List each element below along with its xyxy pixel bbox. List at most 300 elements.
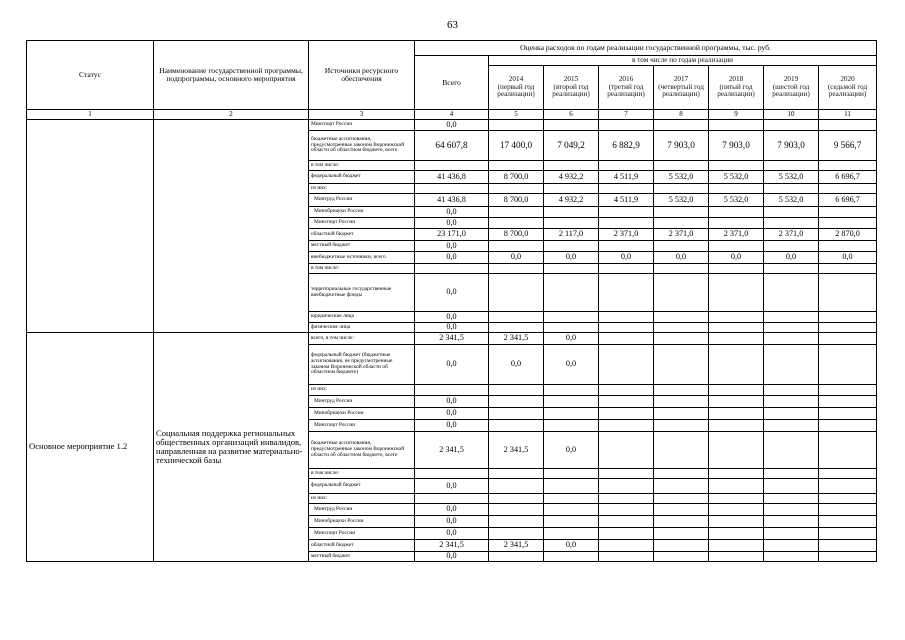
year-value-cell	[599, 207, 654, 218]
total-cell: 0,0	[415, 274, 489, 312]
year-value-cell	[489, 408, 544, 420]
header-year-2019	[764, 66, 819, 110]
source-cell: Минтруд России	[309, 396, 415, 408]
year-value-cell	[819, 408, 877, 420]
year-value-cell	[654, 528, 709, 540]
source-cell: Минспорт России	[309, 420, 415, 432]
year-value-cell	[654, 552, 709, 562]
year-value-cell	[764, 241, 819, 252]
source-cell: в том числе:	[309, 264, 415, 274]
year-value-cell	[764, 184, 819, 194]
year-value-cell	[764, 345, 819, 385]
year-value-cell	[709, 274, 764, 312]
total-cell: 64 607,8	[415, 131, 489, 161]
year-value-cell: 0,0	[544, 432, 599, 469]
header-year-label: (шестой год реализации)	[772, 82, 810, 99]
year-value-cell	[709, 184, 764, 194]
year-value-cell	[544, 207, 599, 218]
source-cell: всего, в том числе:	[309, 333, 415, 345]
year-value-cell	[654, 479, 709, 494]
year-value-cell	[489, 385, 544, 396]
source-cell: Минспорт России	[309, 528, 415, 540]
year-value-cell	[819, 218, 877, 229]
header-year-2017	[654, 66, 709, 110]
year-value-cell	[544, 528, 599, 540]
header-year-label: (первый год реализации)	[497, 82, 535, 99]
year-value-cell	[654, 323, 709, 333]
year-value-cell	[654, 241, 709, 252]
year-value-cell	[544, 385, 599, 396]
header-year-value: 2017	[673, 75, 689, 84]
source-cell: из них:	[309, 494, 415, 504]
year-value-cell	[489, 207, 544, 218]
program-name-cell: Социальная поддержка региональных общественных организаций инвалидов, направленная на развитие материально-технической базы	[154, 333, 309, 562]
year-value-cell: 2 371,0	[599, 229, 654, 241]
year-value-cell	[709, 552, 764, 562]
year-value-cell	[489, 264, 544, 274]
header-year-value: 2020	[840, 75, 855, 84]
total-cell: 0,0	[415, 252, 489, 264]
year-value-cell: 2 371,0	[764, 229, 819, 241]
year-value-cell: 2 341,5	[489, 333, 544, 345]
year-value-cell	[544, 494, 599, 504]
year-value-cell	[654, 516, 709, 528]
year-value-cell	[764, 274, 819, 312]
total-cell: 2 341,5	[415, 540, 489, 552]
total-cell: 0,0	[415, 312, 489, 323]
year-value-cell	[599, 540, 654, 552]
year-value-cell: 2 870,0	[819, 229, 877, 241]
year-value-cell	[599, 333, 654, 345]
year-value-cell	[544, 504, 599, 516]
year-value-cell: 4 511,9	[599, 194, 654, 207]
source-cell: территориальные государственные внебюджетные фонды	[309, 274, 415, 312]
year-value-cell	[819, 469, 877, 479]
year-value-cell	[819, 516, 877, 528]
header-year-value: 2019	[783, 75, 799, 84]
year-value-cell	[764, 333, 819, 345]
year-value-cell	[819, 432, 877, 469]
total-cell: 41 436,8	[415, 171, 489, 184]
year-value-cell	[489, 469, 544, 479]
year-value-cell	[764, 408, 819, 420]
year-value-cell: 0,0	[599, 252, 654, 264]
year-value-cell: 0,0	[819, 252, 877, 264]
header-year-value: 2016	[618, 75, 634, 84]
total-cell	[415, 161, 489, 171]
year-value-cell	[599, 312, 654, 323]
source-cell: Минтруд России	[309, 504, 415, 516]
year-value-cell	[709, 494, 764, 504]
year-value-cell	[599, 345, 654, 385]
year-value-cell	[819, 312, 877, 323]
year-value-cell	[489, 479, 544, 494]
total-cell: 0,0	[415, 241, 489, 252]
total-cell: 0,0	[415, 218, 489, 229]
year-value-cell	[654, 312, 709, 323]
year-value-cell	[819, 274, 877, 312]
year-value-cell: 0,0	[489, 252, 544, 264]
source-cell: юридические лица	[309, 312, 415, 323]
year-value-cell	[599, 274, 654, 312]
year-value-cell	[819, 552, 877, 562]
year-value-cell	[489, 516, 544, 528]
year-value-cell	[709, 385, 764, 396]
year-value-cell	[654, 218, 709, 229]
source-cell: Минспорт России	[309, 120, 415, 131]
year-value-cell: 7 049,2	[544, 131, 599, 161]
year-value-cell: 0,0	[544, 333, 599, 345]
year-value-cell: 5 532,0	[654, 171, 709, 184]
total-cell: 23 171,0	[415, 229, 489, 241]
year-value-cell	[654, 161, 709, 171]
total-cell: 0,0	[415, 552, 489, 562]
year-value-cell	[489, 528, 544, 540]
source-cell: в том числе:	[309, 161, 415, 171]
year-value-cell	[654, 264, 709, 274]
year-value-cell	[654, 396, 709, 408]
year-value-cell: 0,0	[764, 252, 819, 264]
column-number: 9	[709, 110, 764, 120]
year-value-cell	[819, 396, 877, 408]
year-value-cell	[489, 274, 544, 312]
year-value-cell	[544, 241, 599, 252]
year-value-cell	[544, 264, 599, 274]
year-value-cell	[819, 184, 877, 194]
year-value-cell	[599, 264, 654, 274]
year-value-cell	[654, 420, 709, 432]
year-value-cell	[709, 504, 764, 516]
year-value-cell: 0,0	[544, 540, 599, 552]
year-value-cell: 8 700,0	[489, 171, 544, 184]
year-value-cell	[489, 494, 544, 504]
year-value-cell	[544, 469, 599, 479]
year-value-cell	[654, 540, 709, 552]
year-value-cell	[489, 218, 544, 229]
header-year-2018	[709, 66, 764, 110]
total-cell	[415, 184, 489, 194]
year-value-cell: 4 932,2	[544, 171, 599, 184]
year-value-cell: 5 532,0	[709, 194, 764, 207]
year-value-cell	[599, 385, 654, 396]
column-number: 5	[489, 110, 544, 120]
year-value-cell	[544, 161, 599, 171]
year-value-cell	[654, 120, 709, 131]
year-value-cell	[489, 552, 544, 562]
column-number: 6	[544, 110, 599, 120]
header-year-value: 2014	[508, 75, 524, 84]
year-value-cell	[709, 528, 764, 540]
year-value-cell	[764, 504, 819, 516]
year-value-cell	[654, 504, 709, 516]
column-number: 1	[27, 110, 154, 120]
source-cell: Минобрнауки России	[309, 408, 415, 420]
year-value-cell	[819, 207, 877, 218]
year-value-cell	[654, 345, 709, 385]
year-value-cell	[654, 207, 709, 218]
total-cell	[415, 469, 489, 479]
year-value-cell: 2 117,0	[544, 229, 599, 241]
year-value-cell	[654, 184, 709, 194]
year-value-cell	[819, 494, 877, 504]
column-number: 8	[654, 110, 709, 120]
source-cell: федеральный бюджет	[309, 171, 415, 184]
year-value-cell	[819, 420, 877, 432]
total-cell: 0,0	[415, 420, 489, 432]
year-value-cell	[599, 184, 654, 194]
year-value-cell	[489, 312, 544, 323]
year-value-cell	[489, 504, 544, 516]
year-value-cell	[544, 408, 599, 420]
column-number: 10	[764, 110, 819, 120]
year-value-cell: 8 700,0	[489, 229, 544, 241]
year-value-cell: 8 700,0	[489, 194, 544, 207]
year-value-cell	[709, 264, 764, 274]
year-value-cell	[654, 469, 709, 479]
year-value-cell	[599, 420, 654, 432]
year-value-cell: 5 532,0	[709, 171, 764, 184]
year-value-cell	[544, 479, 599, 494]
year-value-cell	[819, 345, 877, 385]
total-cell: 0,0	[415, 504, 489, 516]
column-number: 3	[309, 110, 415, 120]
status-cell: Основное мероприятие 1.2	[27, 333, 154, 562]
year-value-cell	[709, 161, 764, 171]
year-value-cell	[489, 241, 544, 252]
header-year-label: (второй год реализации)	[552, 82, 590, 99]
year-value-cell: 6 696,7	[819, 171, 877, 184]
year-value-cell	[709, 333, 764, 345]
year-value-cell	[819, 385, 877, 396]
column-number: 11	[819, 110, 877, 120]
year-value-cell	[764, 396, 819, 408]
year-value-cell	[819, 528, 877, 540]
year-value-cell	[764, 479, 819, 494]
year-value-cell	[819, 323, 877, 333]
header-year-value: 2015	[563, 75, 579, 84]
year-value-cell	[764, 552, 819, 562]
year-value-cell	[709, 516, 764, 528]
year-value-cell	[709, 432, 764, 469]
year-value-cell	[764, 264, 819, 274]
header-year-2020	[819, 66, 877, 110]
year-value-cell	[819, 161, 877, 171]
header-total: Всего	[415, 56, 489, 110]
header-year-2015	[544, 66, 599, 110]
source-cell: Минобрнауки России	[309, 207, 415, 218]
source-cell: Минтруд России	[309, 194, 415, 207]
year-value-cell	[599, 218, 654, 229]
year-value-cell	[599, 323, 654, 333]
year-value-cell: 4 932,2	[544, 194, 599, 207]
header-sources: Источники ресурсного обеспечения	[309, 41, 415, 110]
year-value-cell	[599, 120, 654, 131]
header-year-label: (третий год реализации)	[607, 82, 645, 99]
year-value-cell	[709, 396, 764, 408]
column-number: 4	[415, 110, 489, 120]
year-value-cell: 5 532,0	[764, 171, 819, 184]
year-value-cell	[654, 274, 709, 312]
year-value-cell: 7 903,0	[709, 131, 764, 161]
year-value-cell	[764, 494, 819, 504]
year-value-cell: 0,0	[544, 345, 599, 385]
year-value-cell	[764, 312, 819, 323]
expense-table	[26, 40, 877, 562]
year-value-cell: 7 903,0	[764, 131, 819, 161]
year-value-cell	[654, 494, 709, 504]
year-value-cell	[819, 504, 877, 516]
year-value-cell	[544, 552, 599, 562]
year-value-cell	[764, 469, 819, 479]
year-value-cell	[819, 120, 877, 131]
header-year-label: (четвертый год реализации)	[658, 82, 704, 99]
total-cell: 2 341,5	[415, 432, 489, 469]
year-value-cell	[819, 264, 877, 274]
year-value-cell	[489, 120, 544, 131]
source-cell: Минобрнауки России	[309, 516, 415, 528]
year-value-cell: 0,0	[654, 252, 709, 264]
year-value-cell	[599, 161, 654, 171]
table-row	[27, 120, 877, 131]
total-cell: 0,0	[415, 408, 489, 420]
year-value-cell	[544, 184, 599, 194]
year-value-cell	[544, 120, 599, 131]
header-estimate: Оценка расходов по годам реализации государственной программы, тыс. руб.	[415, 41, 877, 56]
year-value-cell	[599, 528, 654, 540]
total-cell	[415, 385, 489, 396]
year-value-cell	[544, 312, 599, 323]
year-value-cell	[544, 516, 599, 528]
year-value-cell	[599, 494, 654, 504]
year-value-cell	[489, 184, 544, 194]
year-value-cell	[709, 540, 764, 552]
total-cell: 0,0	[415, 207, 489, 218]
year-value-cell	[709, 345, 764, 385]
year-value-cell	[599, 408, 654, 420]
source-cell: из них:	[309, 184, 415, 194]
year-value-cell	[764, 218, 819, 229]
year-value-cell	[764, 420, 819, 432]
year-value-cell: 4 511,9	[599, 171, 654, 184]
year-value-cell	[764, 323, 819, 333]
year-value-cell	[709, 207, 764, 218]
year-value-cell	[709, 312, 764, 323]
source-cell: областной бюджет	[309, 540, 415, 552]
year-value-cell	[819, 241, 877, 252]
year-value-cell	[489, 396, 544, 408]
total-cell: 0,0	[415, 120, 489, 131]
year-value-cell: 0,0	[709, 252, 764, 264]
year-value-cell	[544, 420, 599, 432]
total-cell: 0,0	[415, 528, 489, 540]
header-year-2016	[599, 66, 654, 110]
year-value-cell	[654, 432, 709, 469]
year-value-cell	[599, 516, 654, 528]
year-value-cell	[709, 120, 764, 131]
table-row	[27, 333, 877, 345]
year-value-cell	[709, 420, 764, 432]
header-year-2014	[489, 66, 544, 110]
year-value-cell	[544, 274, 599, 312]
year-value-cell: 6 696,7	[819, 194, 877, 207]
year-value-cell: 6 882,9	[599, 131, 654, 161]
header-status: Статус	[27, 41, 154, 110]
source-cell: физические лица	[309, 323, 415, 333]
year-value-cell	[764, 120, 819, 131]
header-year-label: (пятый год реализации)	[717, 82, 755, 99]
year-value-cell	[709, 323, 764, 333]
year-value-cell	[544, 218, 599, 229]
source-cell: из них:	[309, 385, 415, 396]
year-value-cell	[489, 161, 544, 171]
source-cell: местный бюджет	[309, 552, 415, 562]
total-cell: 0,0	[415, 323, 489, 333]
year-value-cell	[764, 540, 819, 552]
total-cell: 41 436,8	[415, 194, 489, 207]
year-value-cell	[709, 469, 764, 479]
year-value-cell	[599, 479, 654, 494]
year-value-cell	[819, 333, 877, 345]
year-value-cell	[764, 516, 819, 528]
status-cell	[27, 120, 154, 333]
year-value-cell: 0,0	[489, 345, 544, 385]
year-value-cell	[599, 241, 654, 252]
header-name: Наименование государственной программы, подпрограммы, основного мероприятия	[154, 41, 309, 110]
year-value-cell: 5 532,0	[654, 194, 709, 207]
year-value-cell	[654, 408, 709, 420]
source-cell: областной бюджет	[309, 229, 415, 241]
year-value-cell	[709, 408, 764, 420]
year-value-cell	[764, 528, 819, 540]
year-value-cell	[764, 161, 819, 171]
source-cell: внебюджетные источники, всего	[309, 252, 415, 264]
year-value-cell: 2 371,0	[654, 229, 709, 241]
total-cell: 2 341,5	[415, 333, 489, 345]
year-value-cell	[709, 218, 764, 229]
year-value-cell	[599, 504, 654, 516]
column-number: 7	[599, 110, 654, 120]
source-cell: местный бюджет	[309, 241, 415, 252]
year-value-cell: 0,0	[544, 252, 599, 264]
source-cell: бюджетные ассигнования, предусмотренные законом Воронежской области об областном бюджете, всего	[309, 131, 415, 161]
total-cell: 0,0	[415, 396, 489, 408]
year-value-cell	[764, 207, 819, 218]
year-value-cell	[489, 323, 544, 333]
total-cell: 0,0	[415, 345, 489, 385]
header-year-label: (седьмой год реализации)	[827, 82, 868, 99]
year-value-cell	[599, 432, 654, 469]
year-value-cell	[599, 396, 654, 408]
year-value-cell: 7 903,0	[654, 131, 709, 161]
year-value-cell: 2 341,5	[489, 540, 544, 552]
column-number: 2	[154, 110, 309, 120]
page-number: 63	[447, 19, 458, 31]
year-value-cell	[819, 540, 877, 552]
total-cell	[415, 494, 489, 504]
source-cell: бюджетные ассигнования, предусмотренные законом Воронежской области об областном бюджете, всего	[309, 432, 415, 469]
year-value-cell	[489, 420, 544, 432]
year-value-cell	[654, 385, 709, 396]
year-value-cell	[544, 323, 599, 333]
header-by-years: в том числе по годам реализации	[489, 56, 877, 66]
program-name-cell	[154, 120, 309, 333]
year-value-cell	[654, 333, 709, 345]
source-cell: федеральный бюджет (бюджетные ассигнования, не предусмотренные законом Воронежской области об областном бюджете)	[309, 345, 415, 385]
year-value-cell: 9 566,7	[819, 131, 877, 161]
year-value-cell	[764, 432, 819, 469]
year-value-cell: 17 400,0	[489, 131, 544, 161]
year-value-cell	[709, 241, 764, 252]
